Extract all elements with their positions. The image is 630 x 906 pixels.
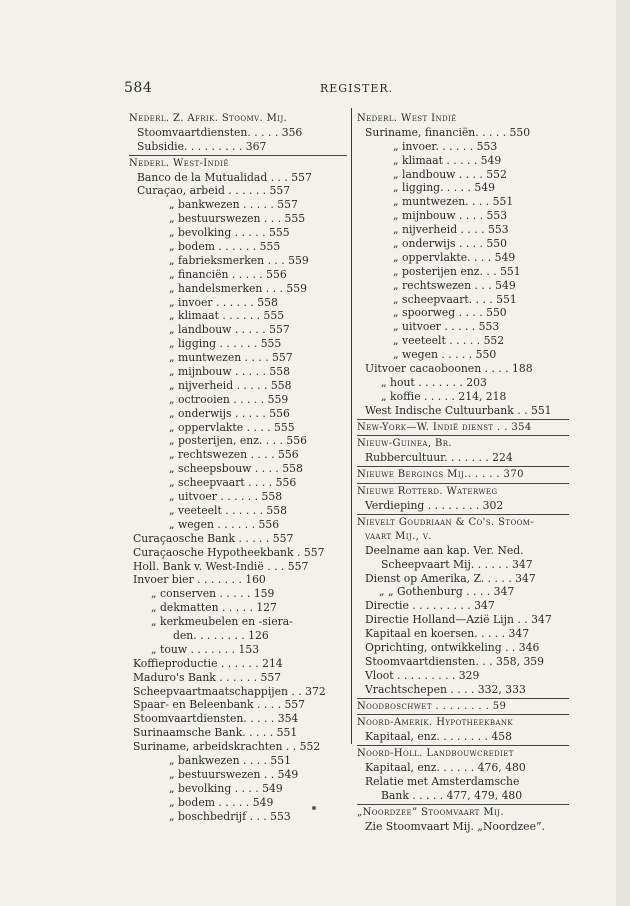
- index-entry: [357, 714, 569, 730]
- index-entry: [357, 451, 569, 465]
- index-entry-text: „ onderwijs . . . . 550: [393, 237, 508, 251]
- index-entry-text: „ spoorweg . . . . 550: [393, 306, 507, 320]
- index-entry-text: „ ligging. . . . . 549: [393, 181, 496, 195]
- index-entry: [129, 546, 347, 560]
- index-entry-text: „ kerkmeubelen en -siera-: [151, 615, 293, 629]
- index-entry: [357, 265, 569, 279]
- index-entry: [357, 585, 569, 599]
- index-entry: [357, 181, 569, 195]
- index-entry-text: Invoer bier . . . . . . . 160: [133, 573, 266, 587]
- index-entry: [357, 362, 569, 376]
- index-entry-text: Verdieping . . . . . . . . 302: [365, 499, 504, 513]
- index-entry-text: vaart Mij., v.: [365, 530, 432, 542]
- index-entry-text: West Indische Cultuurbank . . 551: [365, 403, 552, 417]
- index-entry-text: Stoomvaartdiensten. . . . . 354: [133, 712, 299, 726]
- index-entry-text: Scheepvaart Mij. . . . . . 347: [381, 557, 533, 571]
- index-entry: [129, 504, 347, 518]
- index-entry: [129, 282, 347, 296]
- index-entry-text: „ ligging . . . . . . 555: [169, 337, 282, 351]
- index-entry-text: „Noordzee” Stoomvaart Mij.: [357, 806, 504, 818]
- index-entry: [357, 775, 569, 789]
- index-entry-text: „ koffie . . . . . 214, 218: [381, 389, 507, 403]
- index-entry: [357, 168, 569, 182]
- index-entry-text: „ scheepvaart . . . . 556: [169, 476, 297, 490]
- index-entry-text: „ scheepsbouw . . . . 558: [169, 462, 303, 476]
- index-entry: [357, 599, 569, 613]
- index-entry: [357, 627, 569, 641]
- index-entry-text: „ wegen . . . . . . 556: [169, 517, 280, 531]
- index-entry: [357, 334, 569, 348]
- index-entry: [357, 730, 569, 744]
- index-entry-text: Noord-Amerik. Hypotheekbank: [357, 717, 513, 729]
- index-entry-text: „ landbouw . . . . 552: [393, 167, 507, 181]
- index-entry: [357, 293, 569, 307]
- index-entry-text: den. . . . . . . . 126: [173, 628, 269, 642]
- index-entry-text: Nederl. West Indië: [357, 113, 457, 124]
- column-divider: [351, 108, 352, 744]
- index-entry-text: „ bestuurswezen . . . 555: [169, 212, 306, 226]
- index-entry: [129, 198, 347, 212]
- index-entry: [129, 768, 347, 782]
- index-entry: [357, 530, 569, 544]
- running-header: [122, 80, 577, 100]
- index-entry-text: „ bodem . . . . . 549: [169, 795, 274, 809]
- index-entry-text: New-York—W. Indië dienst . . 354: [357, 421, 532, 433]
- index-entry: [129, 309, 347, 323]
- index-entry: [129, 490, 347, 504]
- page-number: 584: [124, 80, 153, 96]
- index-entry-text: „ onderwijs . . . . . 556: [169, 406, 290, 420]
- index-entry-text: Suriname, arbeidskrachten . . 552: [133, 740, 321, 754]
- index-entry: [129, 323, 347, 337]
- index-entry-text: Maduro's Bank . . . . . . 557: [133, 670, 282, 684]
- index-entry: [357, 154, 569, 168]
- index-entry-text: „ boschbedrijf . . . 553: [169, 809, 291, 823]
- index-entry-text: Dienst op Amerika, Z. . . . . 347: [365, 571, 536, 585]
- index-entry-text: „ bankwezen . . . . 551: [169, 753, 292, 767]
- index-column-right: [357, 112, 569, 834]
- index-entry: [357, 572, 569, 586]
- index-entry-text: Surinaamsche Bank. . . . . 551: [133, 726, 298, 740]
- index-entry: [357, 126, 569, 140]
- index-entry: [129, 657, 347, 671]
- index-entry: [357, 209, 569, 223]
- index-entry-text: „ rechtswezen . . . . 556: [169, 448, 299, 462]
- index-entry: [129, 643, 347, 657]
- index-entry-text: „ oppervlakte . . . . 555: [169, 420, 295, 434]
- index-entry-text: „ bevolking . . . . . 555: [169, 226, 290, 240]
- index-entry: [357, 745, 569, 761]
- index-entry: [129, 379, 347, 393]
- index-entry: [129, 462, 347, 476]
- index-entry: [357, 761, 569, 775]
- index-entry-text: „ invoer . . . . . . 558: [169, 295, 278, 309]
- index-entry-text: Deelname aan kap. Ver. Ned.: [365, 543, 524, 557]
- index-entry: [357, 655, 569, 669]
- index-entry: [129, 587, 347, 601]
- index-entry-text: Nieuwe Rotterd. Waterweg: [357, 486, 498, 498]
- index-entry: [129, 726, 347, 740]
- index-entry-text: Bank . . . . . 477, 479, 480: [381, 788, 523, 802]
- index-entry-text: Banco de la Mutualidad . . . 557: [137, 170, 312, 184]
- index-entry: [129, 296, 347, 310]
- index-entry: [129, 671, 347, 685]
- index-entry: [129, 226, 347, 240]
- index-entry: [129, 518, 347, 532]
- page-edge: [616, 0, 630, 906]
- index-entry: [357, 483, 569, 499]
- index-entry-text: Subsidie. . . . . . . . . 367: [137, 139, 267, 153]
- index-entry-text: „ octrooien . . . . . 559: [169, 392, 289, 406]
- index-entry: [129, 434, 347, 448]
- index-entry-text: Stoomvaartdiensten. . . 358, 359: [365, 654, 545, 668]
- index-entry-text: „ klimaat . . . . . 549: [393, 153, 502, 167]
- index-entry: [357, 683, 569, 697]
- index-entry: [129, 560, 347, 574]
- index-entry: [357, 376, 569, 390]
- index-entry-text: Koffieproductie . . . . . . 214: [133, 656, 283, 670]
- index-entry: [357, 789, 569, 803]
- index-entry-text: Nederl. Z. Afrik. Stoomv. Mij.: [129, 113, 288, 124]
- index-entry-text: „ veeteelt . . . . . 552: [393, 334, 505, 348]
- index-entry: [129, 740, 347, 754]
- index-entry: [129, 126, 347, 140]
- running-title: REGISTER.: [320, 82, 394, 95]
- index-entry: [129, 698, 347, 712]
- index-entry: [129, 601, 347, 615]
- index-entry-text: „ veeteelt . . . . . . 558: [169, 503, 288, 517]
- index-entry-text: Curaçaosche Hypotheekbank . 557: [133, 545, 325, 559]
- index-entry: [357, 279, 569, 293]
- index-entry-text: „ posterijen, enz. . . . 556: [169, 434, 307, 448]
- index-entry: [357, 514, 569, 530]
- index-entry: [357, 306, 569, 320]
- index-entry-text: Vloot . . . . . . . . . 329: [365, 668, 480, 682]
- index-entry: [357, 820, 569, 834]
- index-entry-text: „ uitvoer . . . . . 553: [393, 320, 500, 334]
- index-entry: [357, 613, 569, 627]
- index-entry-text: „ bevolking . . . . 549: [169, 781, 283, 795]
- index-entry-text: Scheepvaartmaatschappijen . . 372: [133, 684, 326, 698]
- index-entry-text: Nederl. West-Indië: [129, 157, 229, 169]
- index-entry: [129, 268, 347, 282]
- index-entry-text: Kapitaal en koersen. . . . . 347: [365, 627, 530, 641]
- index-entry-text: Vrachtschepen . . . . 332, 333: [365, 682, 526, 696]
- index-entry: [357, 466, 569, 482]
- index-entry-text: Directie . . . . . . . . . 347: [365, 599, 495, 613]
- index-entry: [129, 184, 347, 198]
- index-entry-text: „ muntwezen. . . . 551: [393, 195, 514, 209]
- index-entry: [129, 407, 347, 421]
- index-entry-text: „ rechtswezen . . . 549: [393, 278, 516, 292]
- index-entry: [357, 320, 569, 334]
- index-entry-text: Noodboschwet . . . . . . . . 59: [357, 700, 507, 712]
- index-entry-text: „ muntwezen . . . . 557: [169, 351, 293, 365]
- index-entry: [357, 641, 569, 655]
- index-entry: [357, 348, 569, 362]
- index-entry-text: „ landbouw . . . . . 557: [169, 323, 290, 337]
- index-entry-text: Oprichting, ontwikkeling . . 346: [365, 640, 540, 654]
- index-entry: [129, 365, 347, 379]
- index-entry-text: „ handelsmerken . . . 559: [169, 281, 307, 295]
- index-entry: [129, 171, 347, 185]
- index-entry-text: Relatie met Amsterdamsche: [365, 774, 520, 788]
- index-entry: [357, 499, 569, 513]
- index-entry-text: „ conserven . . . . . 159: [151, 587, 275, 601]
- index-entry: [357, 404, 569, 418]
- index-entry-text: „ bestuurswezen . . 549: [169, 767, 299, 781]
- index-entry: [129, 782, 347, 796]
- index-entry-text: Suriname, financiën. . . . . 550: [365, 125, 531, 139]
- index-entry: [357, 669, 569, 683]
- index-entry: [357, 112, 569, 126]
- index-entry-text: „ financiën . . . . . 556: [169, 267, 287, 281]
- index-entry: [357, 435, 569, 451]
- index-entry: [357, 419, 569, 435]
- index-entry: [129, 685, 347, 699]
- index-entry-text: Curaçao, arbeid . . . . . . 557: [137, 184, 291, 198]
- index-entry-text: Noord-Holl. Landbouwcrediet: [357, 748, 514, 760]
- index-entry-text: Directie Holland—Azië Lijn . . 347: [365, 613, 552, 627]
- index-entry-text: Nievelt Goudriaan & Co's. Stoom-: [357, 516, 535, 528]
- index-entry-text: „ mijnbouw . . . . 553: [393, 209, 508, 223]
- index-entry: [129, 254, 347, 268]
- index-entry: [129, 712, 347, 726]
- index-entry-text: „ bodem . . . . . . 555: [169, 240, 281, 254]
- index-entry-text: Nieuwe Bergings Mij.. . . . . 370: [357, 469, 524, 481]
- index-entry-text: „ invoer. . . . . . 553: [393, 139, 498, 153]
- index-column-left: [129, 112, 347, 823]
- page-dot: [312, 806, 316, 810]
- index-entry-text: „ bankwezen . . . . . 557: [169, 198, 298, 212]
- index-entry: [129, 615, 347, 629]
- index-entry: [357, 804, 569, 820]
- index-entry-text: „ posterijen enz. . . 551: [393, 264, 521, 278]
- index-entry: [129, 337, 347, 351]
- index-entry-text: Zie Stoomvaart Mij. „Noordzee”.: [365, 819, 545, 833]
- index-entry-text: Nieuw-Guinea, Br.: [357, 438, 452, 450]
- index-entry: [129, 240, 347, 254]
- index-entry-text: „ uitvoer . . . . . . 558: [169, 490, 283, 504]
- index-entry: [357, 223, 569, 237]
- index-entry-text: Kapitaal, enz. . . . . . . . 458: [365, 730, 512, 744]
- index-entry: [357, 251, 569, 265]
- index-entry: [129, 421, 347, 435]
- index-entry: [129, 532, 347, 546]
- index-entry: [129, 212, 347, 226]
- index-entry: [129, 573, 347, 587]
- index-entry-text: Spaar- en Beleenbank . . . . 557: [133, 698, 306, 712]
- index-entry-text: Uitvoer cacaoboonen . . . . 188: [365, 362, 533, 376]
- index-entry-text: Stoomvaartdiensten. . . . . 356: [137, 125, 303, 139]
- index-entry-text: Kapitaal, enz. . . . . . 476, 480: [365, 761, 526, 775]
- index-entry: [129, 351, 347, 365]
- index-entry: [129, 155, 347, 171]
- index-entry-text: „ fabrieksmerken . . . 559: [169, 253, 309, 267]
- index-entry-text: „ dekmatten . . . . . 127: [151, 601, 277, 615]
- index-entry: [129, 629, 347, 643]
- index-entry-text: Curaçaosche Bank . . . . . 557: [133, 531, 294, 545]
- index-entry-text: „ touw . . . . . . . 153: [151, 642, 260, 656]
- index-entry-text: „ wegen . . . . . 550: [393, 348, 497, 362]
- index-entry-text: „ nijverheid . . . . . 558: [169, 378, 292, 392]
- index-entry-text: Holl. Bank v. West-Indië . . . 557: [133, 559, 309, 573]
- index-entry: [129, 112, 347, 126]
- index-entry: [129, 140, 347, 154]
- index-entry: [357, 237, 569, 251]
- index-entry: [129, 754, 347, 768]
- index-entry-text: „ hout . . . . . . . 203: [381, 375, 487, 389]
- index-entry: [129, 393, 347, 407]
- index-entry: [357, 390, 569, 404]
- index-entry-text: „ mijnbouw . . . . . 558: [169, 365, 290, 379]
- index-entry: [129, 476, 347, 490]
- index-entry-text: „ klimaat . . . . . . 555: [169, 309, 285, 323]
- index-entry-text: „ scheepvaart. . . . 551: [393, 292, 517, 306]
- index-entry: [129, 810, 347, 824]
- index-entry-text: „ oppervlakte. . . . 549: [393, 250, 516, 264]
- index-entry-text: „ nijverheid . . . . 553: [393, 223, 509, 237]
- index-entry: [357, 544, 569, 558]
- index-entry-text: „ „ Gothenburg . . . . 347: [379, 585, 515, 599]
- index-entry: [357, 558, 569, 572]
- index-entry: [129, 448, 347, 462]
- index-entry: [357, 140, 569, 154]
- index-entry: [357, 698, 569, 714]
- index-entry-text: Rubbercultuur. . . . . . . 224: [365, 451, 513, 465]
- index-entry: [357, 195, 569, 209]
